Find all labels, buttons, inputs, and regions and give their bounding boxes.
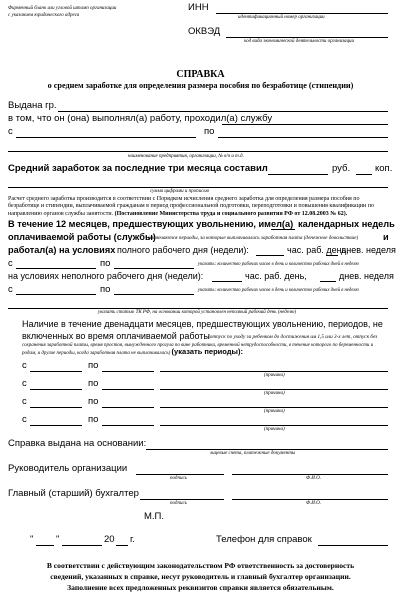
head-sign-field[interactable] <box>136 474 224 475</box>
accountant-sign-caption: подпись <box>170 501 187 506</box>
organization-field[interactable] <box>8 151 388 152</box>
partial-from-field[interactable] <box>16 294 96 295</box>
full-to-field[interactable] <box>114 268 194 269</box>
stamp-note-line2: с указанием юридического адреса <box>8 13 80 18</box>
kop-label: коп. <box>375 163 393 174</box>
partial-to-label: по <box>100 284 111 295</box>
accountant-sign-field[interactable] <box>140 499 224 500</box>
date-quote-open: " <box>30 534 34 545</box>
basis-field[interactable] <box>146 449 388 450</box>
period-line1: В течение 12 месяцев, предшествующих увольнению, имел(а) <box>8 219 294 229</box>
full-hours-label: час. раб. день, <box>287 245 349 255</box>
issued-to-label: Выдана гр. <box>8 100 57 111</box>
avg-caption: сумма цифрами и прописью <box>150 189 210 194</box>
inn-field[interactable] <box>216 13 388 14</box>
partial-hours-field[interactable] <box>212 281 242 282</box>
work-from-label: с <box>8 126 13 137</box>
phone-label: Телефон для справок <box>216 534 312 545</box>
document-subtitle: о среднем заработке для определения размера пособия по безработице (стипендии) <box>47 81 354 90</box>
excluded-line3b: (указать периоды): <box>171 347 243 357</box>
partial-hours-label: час. раб. день, <box>245 271 307 281</box>
stamp-note-line1: Фирменный бланк или угловой штамп организации <box>8 6 117 11</box>
head-fio-caption: Ф.И.О. <box>306 476 321 481</box>
okved-caption: код вида экономической деятельности организации <box>244 39 355 44</box>
excl-from-label: с <box>22 396 27 407</box>
excluded-line1: Наличие в течение двенадцати месяцев, предшествующих увольнению, периодов, не <box>22 319 383 329</box>
excl-from-label: с <box>22 360 27 371</box>
head-sign-caption: подпись <box>170 476 187 481</box>
basis-caption: лицевые счета, платежные документы <box>210 451 296 456</box>
excl-reason-caption: (причина) <box>264 373 285 378</box>
excl-from-label: с <box>22 378 27 389</box>
calc-paragraph <box>8 196 391 218</box>
head-label: Руководитель организации <box>8 463 128 474</box>
work-to-label: по <box>204 126 215 137</box>
period-line3: работал(а) на условиях <box>8 245 116 255</box>
inn-caption: идентификационный номер организации <box>238 15 325 20</box>
excl-to-field[interactable] <box>102 425 154 426</box>
tk-caption: указать статью ТК РФ, на основании которой установлен неполный рабочий день (неделю) <box>98 310 297 315</box>
excl-from-field[interactable] <box>30 407 82 408</box>
excluded-line2a: включенных во время оплачиваемой работы <box>22 331 210 341</box>
full-to-label: по <box>100 258 111 269</box>
stamp-place: М.П. <box>144 511 165 522</box>
period-line1-end: календарных недель <box>298 219 395 229</box>
period-line2-end: и <box>383 232 389 242</box>
partial-from-label: с <box>8 284 13 295</box>
date-year-suffix: г. <box>130 534 135 545</box>
tk-article-field[interactable] <box>8 308 388 309</box>
excl-reason-field[interactable] <box>160 407 388 408</box>
avg-words-field[interactable] <box>8 187 388 188</box>
excl-to-label: по <box>88 378 99 389</box>
inn-label: ИНН <box>188 2 209 13</box>
excl-to-label: по <box>88 396 99 407</box>
calc-text: Расчет среднего заработка производится в соответствии с Порядком исчисления среднего заработка для определения размера пособия по безработице и стипендии, выплачиваемой гражданам в период профессиональной подготовки, переподготовки и повышения квалификации по направлению органов службы занятости. <box>8 196 374 217</box>
avg-rub-field[interactable] <box>268 174 328 175</box>
full-from-label: с <box>8 258 13 269</box>
excl-to-field[interactable] <box>102 407 154 408</box>
excluded-line2b: (отпуск по уходу за ребенком до достижения им 1,5 или 3-х лет, отпуск без <box>208 334 378 340</box>
workplace-field[interactable] <box>222 124 388 125</box>
rub-label: руб. <box>332 163 351 174</box>
work-to-field[interactable] <box>218 137 388 138</box>
excl-to-label: по <box>88 414 99 425</box>
full-days-label: днев. неделя <box>341 245 396 255</box>
excl-from-field[interactable] <box>30 371 82 372</box>
excl-reason-caption: (причина) <box>264 427 285 432</box>
basis-label: Справка выдана на основании: <box>8 438 147 449</box>
accountant-fio-caption: Ф.И.О. <box>306 501 321 506</box>
date-month-field[interactable] <box>62 545 102 546</box>
work-from-field[interactable] <box>16 137 196 138</box>
phone-field[interactable] <box>318 545 388 546</box>
excl-reason-caption: (причина) <box>264 409 285 414</box>
excl-from-label: с <box>22 414 27 425</box>
avg-kop-field[interactable] <box>356 174 372 175</box>
excl-reason-caption: (причина) <box>264 391 285 396</box>
accountant-name-field[interactable] <box>232 499 388 500</box>
excl-reason-field[interactable] <box>160 425 388 426</box>
organization-caption: наименование предприятия, организации, № в/ч и т.д. <box>128 154 244 159</box>
date-year-field[interactable] <box>116 545 128 546</box>
okved-field[interactable] <box>226 37 388 38</box>
full-days-field[interactable] <box>326 255 338 256</box>
avg-salary-label: Средний заработок за последние три месяца составил <box>8 163 268 174</box>
excl-from-field[interactable] <box>30 425 82 426</box>
worked-label: в том, что он (она) выполнял(а) работу, проходил(а) службу <box>8 113 273 124</box>
full-caption: указать: количество рабочих часов в день и количество рабочих дней в неделю <box>198 262 359 267</box>
calc-law-ref: (Постановление Министерства труда и социального развития РФ от 12.08.2003 № 62). <box>114 210 348 217</box>
weeks-field[interactable] <box>271 229 295 230</box>
period-line3-tail: полного рабочего дня (недели): <box>117 245 249 255</box>
accountant-label: Главный (старший) бухгалтер <box>8 488 139 499</box>
excl-from-field[interactable] <box>30 389 82 390</box>
footer-line2: сведений, указанных в справке, несут руководитель и главный бухгалтер организации. <box>50 572 351 581</box>
partial-label: на условиях неполного рабочего дня (недели): <box>8 271 204 281</box>
excl-reason-field[interactable] <box>160 389 388 390</box>
period-line2: оплачиваемой работы (службы) <box>8 232 156 242</box>
date-quote-close: " <box>56 534 60 545</box>
excluded-details <box>22 343 384 357</box>
date-day-field[interactable] <box>36 545 54 546</box>
excl-reason-field[interactable] <box>160 371 388 372</box>
excl-to-label: по <box>88 360 99 371</box>
excl-to-field[interactable] <box>102 371 154 372</box>
partial-caption: указать: количество рабочих часов в день и количество рабочих дней в неделю <box>198 288 359 293</box>
partial-days-label: днев. неделя <box>339 271 394 281</box>
footer-line3: Заполнение всех предложенных реквизитов справки является обязательным. <box>67 583 334 592</box>
date-year-prefix: 20 <box>104 534 115 545</box>
full-hours-field[interactable] <box>256 255 284 256</box>
excluded-line3: сохранения заработной платы, время простоя, вынужденного прогула по вине работника, временной нетрудоспособности, в течение которого по беременности и родам, и другие периоды, когда заработная плата не выплачивалась) <box>22 343 374 357</box>
full-from-field[interactable] <box>16 268 96 269</box>
head-name-field[interactable] <box>232 474 388 475</box>
okved-label: ОКВЭД <box>188 26 221 37</box>
period-line2-note: (включаются периоды, за которые выплачивалась заработная плата (денежное довольствие) <box>148 235 359 241</box>
excl-to-field[interactable] <box>102 389 154 390</box>
partial-days-field[interactable] <box>320 281 336 282</box>
partial-to-field[interactable] <box>114 294 194 295</box>
footer-line1: В соответствии с действующим законодательством РФ ответственность за достоверность <box>46 561 355 570</box>
document-title: СПРАВКА <box>176 69 225 80</box>
recipient-name-field[interactable] <box>58 111 388 112</box>
